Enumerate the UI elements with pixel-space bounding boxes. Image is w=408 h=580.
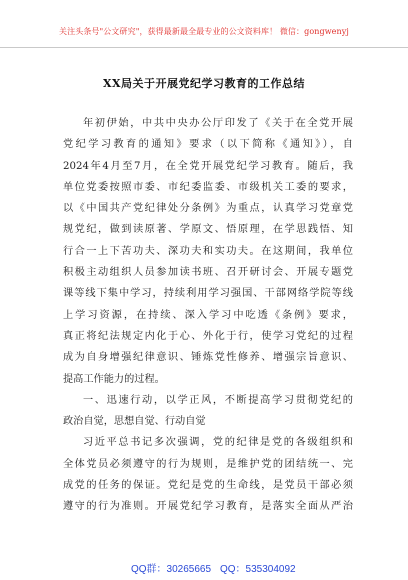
text-line: 2024年4月至7月，在全党开展党纪学习教育。随后，我 <box>63 160 353 172</box>
section-heading-1 <box>63 390 353 433</box>
text-line: 全体党员必须遵守的行为规则，是维护党的团结统一、完 <box>63 458 353 470</box>
header-banner: 关注头条号"公文研究"，获得最新最全最专业的公文资料库！ 微信：gongwenyj <box>59 27 349 36</box>
text-line: 成党的任务的保证。党纪是党的生命线，是党员干部必须 <box>63 480 353 492</box>
text-line: 课等线下集中学习，持续利用学习强国、干部网络学院等线 <box>63 288 353 300</box>
footer-contact-bar <box>0 560 408 580</box>
text-line: 行合一上下苦功夫、深功夫和实功夫。在这期间，我单位 <box>63 245 353 257</box>
text-line: 年初伊始，中共中央办公厅印发了《关于在全党开展 <box>83 118 353 129</box>
header-divider <box>0 47 408 48</box>
document-title: XX局关于开展党纪学习教育的工作总结 <box>102 77 306 90</box>
text-line: 遵守的行为准则。开展党纪学习教育，是落实全面从严治 <box>63 501 353 513</box>
text-line: 规党纪，做到读原著、学原文、悟原理，在学思践悟、知 <box>63 224 353 236</box>
text-line: 提高工作能力的过程。 <box>63 373 165 385</box>
section-heading-line: 一、迅速行动，以学正风，不断提高学习贯彻党纪的 <box>83 394 353 406</box>
text-line: 单位党委按照市委、市纪委监委、市级机关工委的要求， <box>63 181 353 193</box>
text-line: 成为自身增强纪律意识、锤炼党性修养、增强宗旨意识、 <box>63 352 353 364</box>
text-line: 以《中国共产党纪律处分条例》为重点，认真学习党章党 <box>63 203 353 215</box>
paragraph-section-1 <box>63 432 353 517</box>
document-body <box>63 113 353 518</box>
section-heading-line: 政治自觉，思想自觉、行动自觉 <box>63 416 206 428</box>
qq-number: QQ：535304092 <box>220 564 296 575</box>
qq-group-number: QQ群：30265665 <box>131 564 212 575</box>
text-line: 真正将纪法规定内化于心、外化于行，使学习党纪的过程 <box>63 330 353 342</box>
text-line: 积极主动组织人员参加读书班、召开研讨会、开展专题党 <box>63 267 353 279</box>
paragraph-intro <box>63 113 353 390</box>
text-line: 上学习资源，在持续、深入学习中吃透《条例》要求， <box>63 309 353 321</box>
text-line: 党纪学习教育的通知》要求（以下简称《通知》），自 <box>63 139 353 151</box>
text-line: 习近平总书记多次强调，党的纪律是党的各级组织和 <box>83 437 353 449</box>
